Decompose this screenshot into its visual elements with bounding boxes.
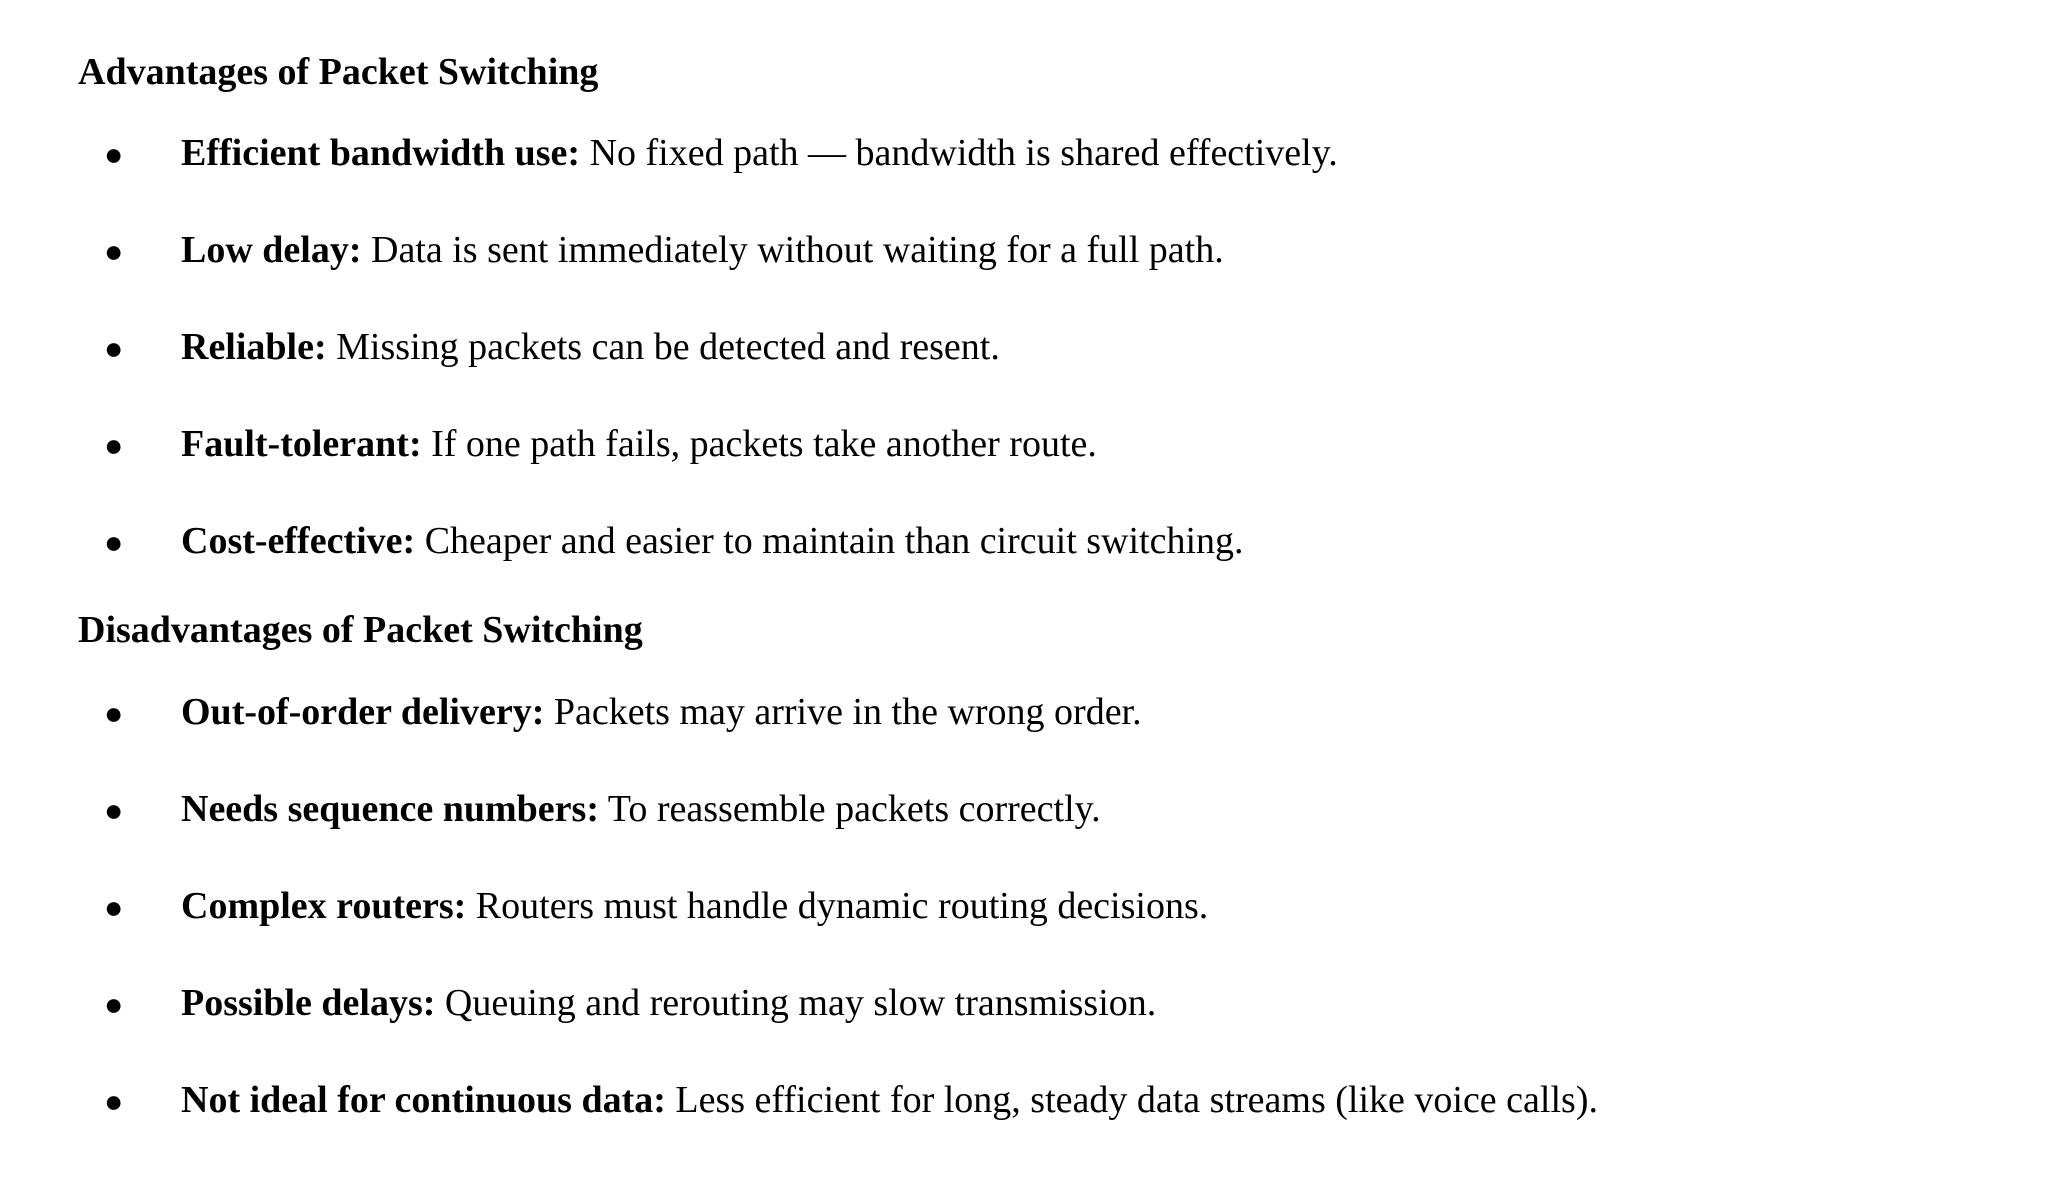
item-term: Not ideal for continuous data: (181, 1079, 666, 1121)
item-text (181, 134, 1338, 172)
bullet-icon: ● (104, 889, 124, 925)
item-text (181, 790, 1101, 828)
list-item (0, 693, 2048, 790)
bullet-icon: ● (104, 1083, 124, 1119)
item-term: Possible delays: (181, 982, 436, 1024)
item-description: Missing packets can be detected and resent. (326, 326, 1000, 368)
item-text (181, 328, 1000, 366)
disadvantages-heading: Disadvantages of Packet Switching (78, 609, 643, 651)
item-description: Data is sent immediately without waiting for a full path. (361, 229, 1224, 271)
bullet-icon: ● (104, 524, 124, 560)
list-item (0, 984, 2048, 1081)
item-text (181, 231, 1224, 269)
advantages-heading: Advantages of Packet Switching (78, 51, 599, 93)
item-text (181, 522, 1244, 560)
item-term: Reliable: (181, 326, 327, 368)
bullet-icon: ● (104, 986, 124, 1022)
item-term: Needs sequence numbers: (181, 788, 599, 830)
bullet-icon: ● (104, 330, 124, 366)
bullet-icon: ● (104, 695, 124, 731)
list-item (0, 1081, 2048, 1178)
item-text (181, 984, 1156, 1022)
item-description: Queuing and rerouting may slow transmission. (435, 982, 1157, 1024)
list-item (0, 425, 2048, 522)
item-text (181, 425, 1097, 463)
item-term: Efficient bandwidth use: (181, 132, 581, 174)
list-item (0, 887, 2048, 984)
list-item (0, 790, 2048, 887)
item-text (181, 693, 1142, 731)
item-description: Routers must handle dynamic routing decisions. (466, 885, 1209, 927)
bullet-icon: ● (104, 233, 124, 269)
item-description: Less efficient for long, steady data streams (like voice calls). (665, 1079, 1598, 1121)
item-term: Out-of-order delivery: (181, 691, 545, 733)
bullet-icon: ● (104, 792, 124, 828)
bullet-icon: ● (104, 136, 124, 172)
item-description: To reassemble packets correctly. (598, 788, 1101, 830)
item-term: Low delay: (181, 229, 362, 271)
item-description: Packets may arrive in the wrong order. (544, 691, 1142, 733)
bullet-icon: ● (104, 427, 124, 463)
item-text (181, 887, 1208, 925)
disadvantages-list (0, 693, 2048, 1178)
item-term: Complex routers: (181, 885, 467, 927)
list-item (0, 134, 2048, 231)
item-description: If one path fails, packets take another route. (421, 423, 1097, 465)
list-item (0, 522, 2048, 619)
list-item (0, 328, 2048, 425)
item-description: Cheaper and easier to maintain than circuit switching. (415, 520, 1244, 562)
item-term: Fault-tolerant: (181, 423, 422, 465)
item-description: No fixed path — bandwidth is shared effectively. (580, 132, 1338, 174)
list-item (0, 231, 2048, 328)
item-text (181, 1081, 1598, 1119)
item-term: Cost-effective: (181, 520, 416, 562)
advantages-list (0, 134, 2048, 619)
